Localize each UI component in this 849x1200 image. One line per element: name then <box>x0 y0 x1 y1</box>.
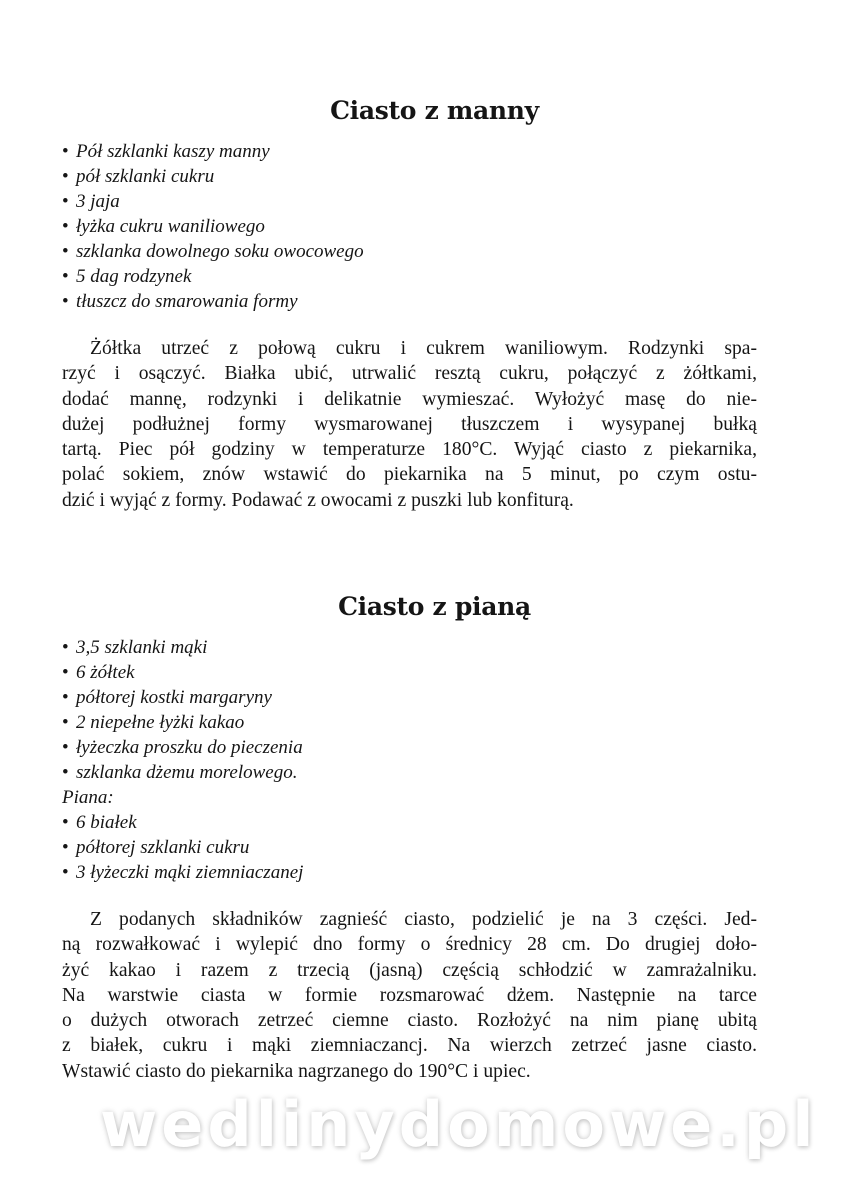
instruction-line: dużej podłużnej formy wysmarowanej tłuszczem i wysypanej bułką <box>62 413 757 435</box>
bullet-icon: • <box>62 662 69 683</box>
ingredient-item: • 6 żółtek <box>62 662 135 683</box>
ingredient-list <box>62 139 757 314</box>
sub-section-label: Piana: <box>62 787 114 808</box>
ingredient-item: • półtorej szklanki cukru <box>62 837 250 858</box>
bullet-icon: • <box>62 266 69 287</box>
instruction-line: Wstawić ciasto do piekarnika nagrzanego do 190°C i upiec. <box>62 1060 531 1082</box>
bullet-icon: • <box>62 712 69 733</box>
ingredient-item: • szklanka dżemu morelowego. <box>62 762 298 783</box>
bullet-icon: • <box>62 687 69 708</box>
bullet-icon: • <box>62 216 69 237</box>
bullet-icon: • <box>62 862 69 883</box>
ingredient-item: • 2 niepełne łyżki kakao <box>62 712 245 733</box>
bullet-icon: • <box>62 291 69 312</box>
ingredient-item: • 5 dag rodzynek <box>62 266 192 287</box>
instruction-line: dodać mannę, rodzynki i delikatnie wymieszać. Wyłożyć masę do nie- <box>62 388 757 410</box>
recipe-instructions <box>62 907 757 1084</box>
recipe-ciasto-z-manny <box>62 96 757 513</box>
bullet-icon: • <box>62 837 69 858</box>
bullet-icon: • <box>62 166 69 187</box>
bullet-icon: • <box>62 637 69 658</box>
instruction-line: Z podanych składników zagnieść ciasto, podzielić je na 3 części. Jed- <box>90 909 757 930</box>
sub-ingredient-list <box>62 810 757 885</box>
bullet-icon: • <box>62 762 69 783</box>
recipe-title: Ciasto z pianą <box>338 592 531 621</box>
bullet-icon: • <box>62 812 69 833</box>
ingredient-item: • szklanka dowolnego soku owocowego <box>62 241 364 262</box>
recipe-ciasto-z-piana <box>62 592 757 1084</box>
ingredient-item: • 3 jaja <box>62 191 120 212</box>
instruction-line: polać sokiem, znów wstawić do piekarnika na 5 minut, po czym ostu- <box>62 464 757 486</box>
recipe-instructions <box>62 336 757 513</box>
instruction-line: Żółtka utrzeć z połową cukru i cukrem waniliowym. Rodzynki spa- <box>90 338 757 359</box>
ingredient-item: • półtorej kostki margaryny <box>62 687 272 708</box>
ingredient-item: • pół szklanki cukru <box>62 166 215 187</box>
instruction-line: rzyć i osączyć. Białka ubić, utrwalić resztą cukru, połączyć z żółtkami, <box>62 363 757 385</box>
bullet-icon: • <box>62 141 69 162</box>
recipe-title: Ciasto z manny <box>330 96 539 125</box>
ingredient-item: • 3,5 szklanki mąki <box>62 637 208 658</box>
ingredient-item: • tłuszcz do smarowania formy <box>62 291 298 312</box>
ingredient-item: • 3 łyżeczki mąki ziemniaczanej <box>62 862 304 883</box>
instruction-line: ną rozwałkować i wylepić dno formy o średnicy 28 cm. Do drugiej doło- <box>62 934 757 956</box>
watermark: wedlinydomowe.pl <box>100 1088 818 1161</box>
instruction-line: dzić i wyjąć z formy. Podawać z owocami z puszki lub konfiturą. <box>62 489 574 511</box>
ingredient-item: • Pół szklanki kaszy manny <box>62 141 270 162</box>
ingredient-item: • 6 białek <box>62 812 137 833</box>
instruction-line: z białek, cukru i mąki ziemniaczancj. Na wierzch zetrzeć jasne ciasto. <box>62 1035 757 1057</box>
ingredient-item: • łyżeczka proszku do pieczenia <box>62 737 303 758</box>
instruction-line: żyć kakao i razem z trzecią (jasną) częścią schłodzić w zamrażalniku. <box>62 959 757 981</box>
ingredient-item: • łyżka cukru waniliowego <box>62 216 265 237</box>
instruction-line: tartą. Piec pół godziny w temperaturze 180°C. Wyjąć ciasto z piekarnika, <box>62 439 757 461</box>
ingredient-list <box>62 635 757 785</box>
bullet-icon: • <box>62 737 69 758</box>
instruction-line: Na warstwie ciasta w formie rozsmarować dżem. Następnie na tarce <box>62 984 757 1006</box>
bullet-icon: • <box>62 241 69 262</box>
instruction-line: o dużych otworach zetrzeć ciemne ciasto. Rozłożyć na nim pianę ubitą <box>62 1010 757 1032</box>
bullet-icon: • <box>62 191 69 212</box>
